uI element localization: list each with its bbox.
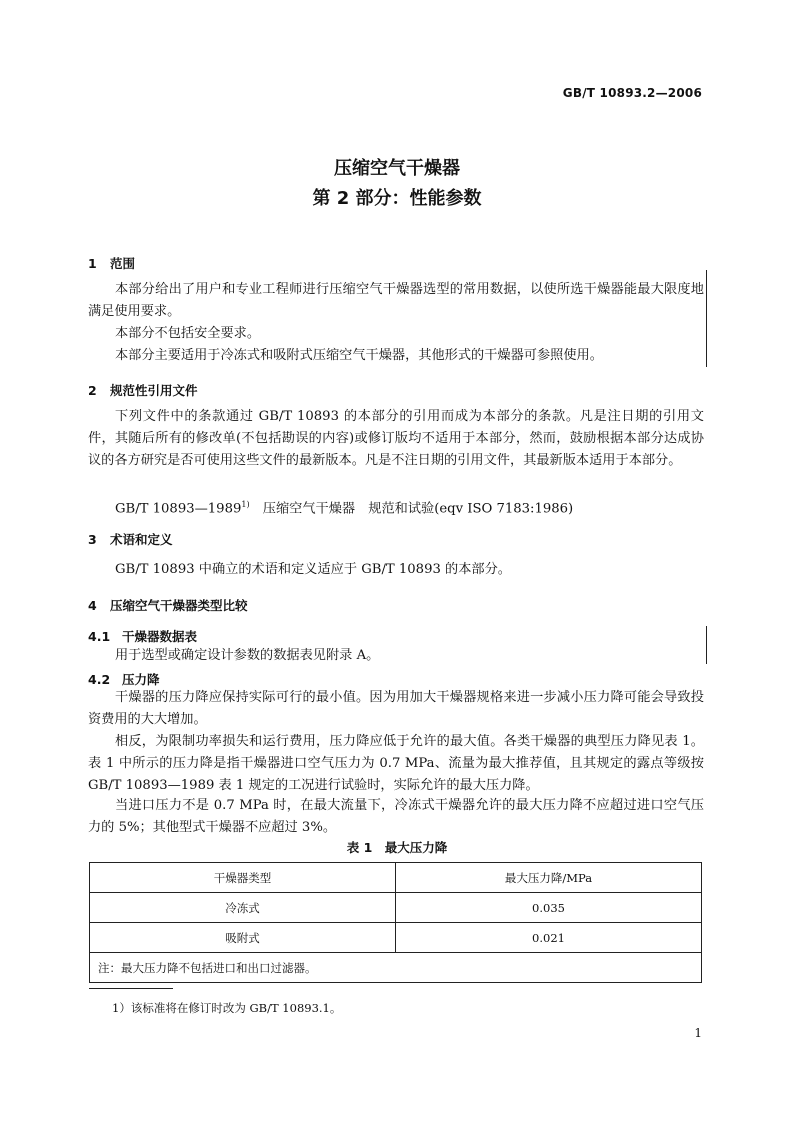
section-2-paragraph-1: 下列文件中的条款通过 GB/T 10893 的本部分的引用而成为本部分的条款。凡是注日期的引用文件，其随后所有的修改单(不包括勘误的内容)或修订版均不适用于本部分，然而，鼓励根据本部分达成协议的各方研究是否可使用这些文件的最新版本。凡是不注日期的引用文件，其最新版本适用于本部分。	[88, 409, 704, 468]
table-note-row	[90, 953, 702, 983]
section-number: 3	[88, 532, 97, 547]
table-cell: 冷冻式	[90, 893, 396, 923]
section-1-paragraph-1: 本部分给出了用户和专业工程师进行压缩空气干燥器选型的常用数据，以使所选干燥器能最大限度地满足使用要求。	[88, 282, 704, 319]
section-4-2-paragraph-1: 干燥器的压力降应保持实际可行的最小值。因为用加大干燥器规格来进一步减小压力降可能会导致投资费用的大大增加。	[88, 690, 704, 727]
section-number: 4	[88, 598, 97, 613]
table-cell: 吸附式	[90, 923, 396, 953]
section-number: 1	[88, 256, 97, 271]
section-1-paragraph-2: 本部分不包括安全要求。	[115, 326, 261, 341]
section-title: 压力降	[122, 672, 160, 687]
section-2-heading	[88, 381, 198, 399]
section-title: 范围	[110, 256, 136, 271]
table-caption: 表 1 最大压力降	[346, 840, 448, 855]
table-cell: 0.021	[396, 923, 702, 953]
section-4-2-heading	[88, 670, 160, 688]
table-header-cell: 最大压力降/MPa	[396, 863, 702, 893]
reference-title: 压缩空气干燥器 规范和试验(eqv ISO 7183:1986)	[262, 501, 574, 517]
section-title: 干燥器数据表	[122, 629, 198, 644]
standard-number: GB/T 10893.2—2006	[562, 86, 702, 100]
section-1-paragraph-3: 本部分主要适用于冷冻式和吸附式压缩空气干燥器，其他形式的干燥器可参照使用。	[115, 348, 603, 363]
footnote-separator	[89, 988, 173, 989]
table-note: 注：最大压力降不包括进口和出口过滤器。	[90, 953, 702, 983]
section-4-1-heading	[88, 627, 197, 645]
section-number: 2	[88, 383, 97, 398]
section-4-heading	[88, 596, 248, 614]
footnote-marker: 1)	[241, 500, 250, 509]
section-title: 术语和定义	[110, 532, 173, 547]
section-4-2-paragraph-3: 当进口压力不是 0.7 MPa 时，在最大流量下，冷冻式干燥器允许的最大压力降不应超过进口空气压力的 5%；其他型式干燥器不应超过 3%。	[88, 798, 704, 835]
section-title: 压缩空气干燥器类型比较	[110, 598, 248, 613]
table-header-cell: 干燥器类型	[90, 863, 396, 893]
section-number: 4.2	[88, 672, 111, 687]
section-3-heading	[88, 530, 173, 548]
section-4-1-paragraph-1: 用于选型或确定设计参数的数据表见附录 A。	[115, 648, 380, 663]
reference-number: GB/T 10893—1989	[115, 501, 242, 517]
page-number: 1	[694, 1026, 702, 1040]
table-header-row	[90, 863, 702, 893]
max-pressure-drop-table	[89, 862, 702, 983]
section-number: 4.1	[88, 629, 111, 644]
table-row	[90, 893, 702, 923]
normative-reference	[88, 494, 704, 520]
document-subtitle: 第 2 部分：性能参数	[312, 188, 482, 209]
section-title: 规范性引用文件	[110, 383, 198, 398]
document-title: 压缩空气干燥器	[334, 158, 460, 179]
footnote: 1）该标准将在修订时改为 GB/T 10893.1。	[112, 1001, 342, 1015]
table-cell: 0.035	[396, 893, 702, 923]
table-row	[90, 923, 702, 953]
change-bar	[706, 270, 707, 367]
section-4-2-paragraph-2: 相反，为限制功率损失和运行费用，压力降应低于允许的最大值。各类干燥器的典型压力降见表 1。表 1 中所示的压力降是指干燥器进口空气压力为 0.7 MPa、流量为最大推荐值，且其规定的露点等级按 GB/T 10893—1989 表 1 规定的工况进行试验时，实际允许的最大压力降。	[88, 734, 704, 793]
change-bar	[706, 626, 707, 664]
section-3-paragraph-1: GB/T 10893 中确立的术语和定义适应于 GB/T 10893 的本部分。	[115, 562, 511, 577]
section-1-heading	[88, 254, 135, 272]
